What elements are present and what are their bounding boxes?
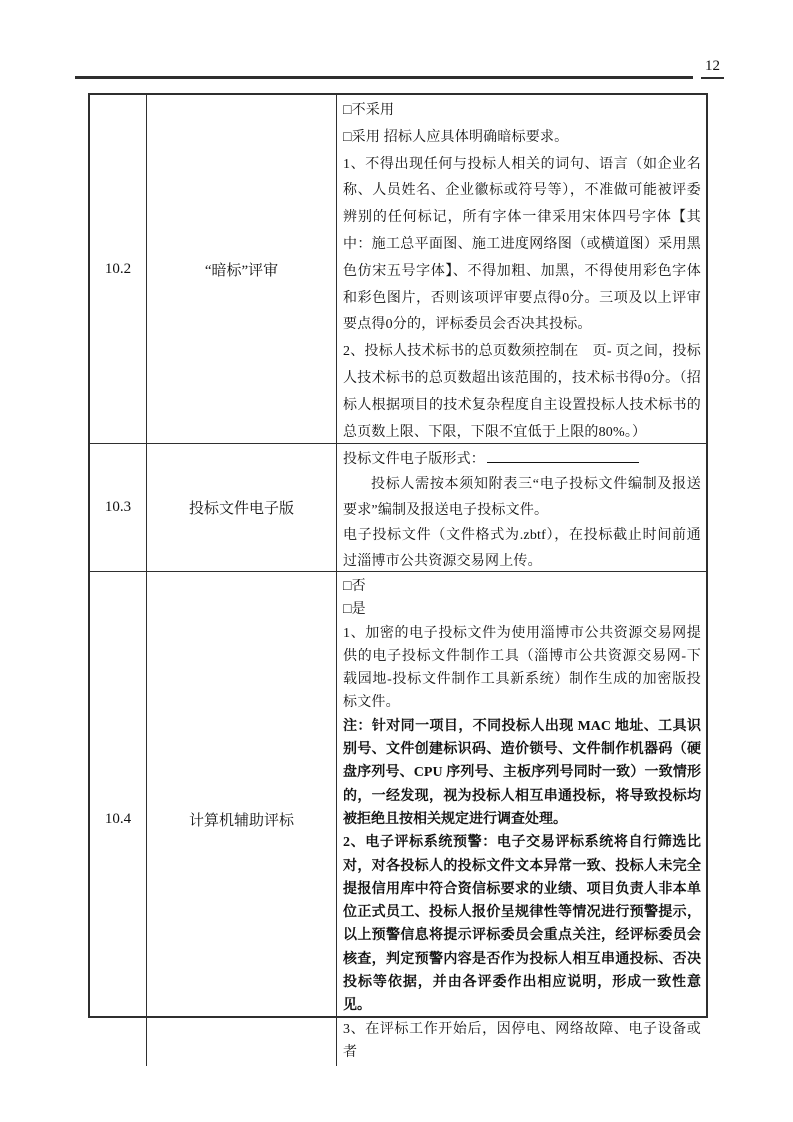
paragraph-note-collusion: 注：针对同一项目，不同投标人出现 MAC 地址、工具识别号、文件创建标识码、造价锁号、文件制作机器码（硬盘序列号、CPU 序列号、主板序列号同时一致）一致情形的，一经发现，视为投标人相互串通投标，将导致投标均被拒绝且按相关规定进行调查处理。 <box>343 718 701 827</box>
eversion-form-label: 投标文件电子版形式： <box>343 452 485 467</box>
row-label-10-3: 投标文件电子版 <box>147 444 337 572</box>
row-number-10-2: 10.2 <box>90 95 147 444</box>
header-rule <box>75 76 693 79</box>
row-label-10-4: 计算机辅助评标 <box>147 572 337 1066</box>
paragraph-system-warning: 2、电子评标系统预警：电子交易评标系统将自行筛选比对，对各投标人的投标文件文本异常一致、投标人未完全提报信用库中符合资信标要求的业绩、项目负责人非本单位正式员工、投标人报价呈规律性等情况进行预警提示，以上预警信息将提示评标委员会重点关注，经评标委员会核查，判定预警内容是否作为投标人相互串通投标、否决投标等依据，并由各评委作出相应说明，形成一致性意见。 <box>343 835 701 1014</box>
row-content-10-4 <box>337 572 706 1066</box>
row-number-10-3: 10.3 <box>90 444 147 572</box>
paragraph-page-limit: 2、投标人技术标书的总页数须控制在 页- 页之间，投标人技术标书的总页数超出该范围的，技术标书得0分。（招标人根据项目的技术复杂程度自主设置投标人技术标书的总页数上限、下限，下限不宜低于上限的80%。） <box>343 344 701 440</box>
row-content-10-3 <box>337 444 706 572</box>
checkbox-option-not-adopt: □不采用 <box>343 103 395 118</box>
checkbox-option-yes: □是 <box>343 602 366 618</box>
checkbox-option-adopt: □采用 招标人应具体明确暗标要求。 <box>343 129 569 145</box>
paragraph-eversion-upload: 电子投标文件（文件格式为.zbtf），在投标截止时间前通过淄博市公共资源交易网上传。 <box>343 528 701 569</box>
blank-line <box>487 449 639 463</box>
paragraph-evaluation-failure: 3、在评标工作开始后，因停电、网络故障、电子设备或者 <box>343 1021 701 1060</box>
checkbox-option-no: □否 <box>343 579 366 594</box>
requirements-table <box>88 93 708 1060</box>
page-number: 12 <box>701 56 724 79</box>
row-number-10-4: 10.4 <box>90 572 147 1066</box>
paragraph-eversion-form <box>343 447 701 472</box>
row-label-10-2: “暗标”评审 <box>147 95 337 444</box>
paragraph-encrypted-file: 1、加密的电子投标文件为使用淄博市公共资源交易网提供的电子投标文件制作工具（淄博市公共资源交易网-下载园地-投标文件制作工具新系统）制作生成的加密版投标文件。 <box>343 625 701 711</box>
paragraph-marking-rules: 1、不得出现任何与投标人相关的词句、语言（如企业名称、人员姓名、企业徽标或符号等），不准做可能被评委辨别的任何标记，所有字体一律采用宋体四号字体【其中：施工总平面图、施工进度网络图（或横道图）采用黑色仿宋五号字体】、不得加粗、加黑，不得使用彩色字体和彩色图片，否则该项评审要点得0分。三项及以上评审要点得0分的，评标委员会否决其投标。 <box>343 156 701 333</box>
row-content-10-2 <box>337 95 706 444</box>
paragraph-eversion-rules: 投标人需按本须知附表三“电子投标文件编制及报送要求”编制及报送电子投标文件。 <box>343 477 701 518</box>
